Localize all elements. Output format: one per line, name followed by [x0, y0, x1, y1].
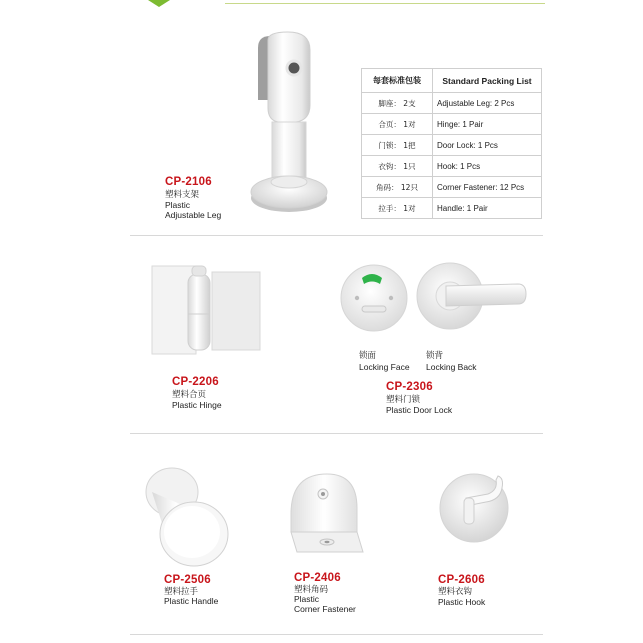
packing-row-en: Adjustable Leg: 2 Pcs	[433, 93, 542, 114]
packing-row-cn: 合页： 1对	[362, 114, 433, 135]
corner-name-en-2: Corner Fastener	[294, 604, 356, 614]
packing-list-header-cn: 每套标准包装	[362, 69, 433, 93]
hinge-name-en: Plastic Hinge	[172, 400, 222, 410]
lock-back-cn: 锁背	[426, 351, 444, 361]
lock-face-en: Locking Face	[359, 362, 410, 372]
handle-image	[142, 462, 234, 570]
adjustable-leg-image	[248, 30, 340, 220]
packing-row-cn: 拉手： 1对	[362, 198, 433, 219]
packing-row-en: Door Lock: 1 Pcs	[433, 135, 542, 156]
lock-back-image	[416, 260, 528, 332]
hook-name-en: Plastic Hook	[438, 597, 486, 607]
packing-row-cn: 角码： 12只	[362, 177, 433, 198]
packing-row-en: Corner Fastener: 12 Pcs	[433, 177, 542, 198]
handle-name-en: Plastic Handle	[164, 596, 219, 606]
packing-row-cn: 衣钩： 1只	[362, 156, 433, 177]
lock-code: CP-2306	[386, 381, 433, 393]
lock-name-cn: 塑料门锁	[386, 395, 421, 405]
packing-list-header	[362, 69, 542, 93]
lock-back-en: Locking Back	[426, 362, 477, 372]
lock-name-en: Plastic Door Lock	[386, 405, 453, 415]
leg-code: CP-2106	[165, 176, 212, 188]
green-chevron-icon	[148, 0, 170, 7]
table-row	[362, 198, 542, 219]
section-divider	[130, 433, 543, 434]
corner-name-cn: 塑料角码	[294, 585, 329, 595]
top-rule	[225, 3, 545, 4]
packing-row-cn: 门锁： 1把	[362, 135, 433, 156]
packing-row-en: Hinge: 1 Pair	[433, 114, 542, 135]
section-divider	[130, 634, 543, 635]
leg-name-en-1: Plastic	[165, 200, 191, 210]
section-divider	[130, 235, 543, 236]
hook-code: CP-2606	[438, 574, 485, 586]
corner-name-en-1: Plastic	[294, 594, 320, 604]
hook-image	[438, 466, 520, 550]
table-row	[362, 156, 542, 177]
lock-face-image	[338, 258, 410, 338]
table-row	[362, 114, 542, 135]
lock-face-cn: 锁面	[359, 351, 377, 361]
packing-list-header-en: Standard Packing List	[433, 69, 542, 93]
hinge-image	[150, 262, 262, 358]
corner-code: CP-2406	[294, 572, 341, 584]
table-row	[362, 93, 542, 114]
corner-fastener-image	[287, 468, 365, 558]
hinge-name-cn: 塑料合页	[172, 390, 207, 400]
handle-code: CP-2506	[164, 574, 211, 586]
hinge-code: CP-2206	[172, 376, 219, 388]
packing-list-table	[361, 68, 542, 219]
handle-name-cn: 塑料拉手	[164, 587, 199, 597]
leg-name-en-2: Adjustable Leg	[165, 210, 222, 220]
table-row	[362, 177, 542, 198]
table-row	[362, 135, 542, 156]
packing-row-cn: 脚座： 2支	[362, 93, 433, 114]
packing-row-en: Hook: 1 Pcs	[433, 156, 542, 177]
packing-row-en: Handle: 1 Pair	[433, 198, 542, 219]
hook-name-cn: 塑料衣钩	[438, 587, 473, 597]
leg-name-cn: 塑料支架	[165, 190, 200, 200]
